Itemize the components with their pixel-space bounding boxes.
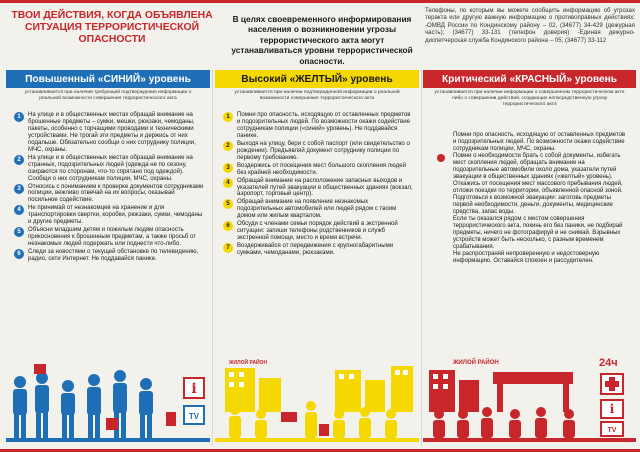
list-item: 1 Помни про опасность, исходящую от оставленных предметов и подозрительных людей. По возможности окажи содействие сотрудникам полиции («синий» уровень). Не поддавайся панике. [223, 112, 415, 140]
top-red-strip [0, 0, 640, 3]
item-number: 4 [14, 205, 24, 215]
blue-level-column [6, 70, 210, 446]
red-illustration [423, 356, 636, 446]
svg-text:TV: TV [607, 427, 617, 434]
item-number: 7 [223, 243, 233, 253]
yellow-level-list [215, 110, 419, 257]
red-paragraph: Не распространяй непроверенную и недостоверную информацию. Оставайся спокоен и рассудителен. [453, 251, 600, 264]
svg-text:i: i [191, 381, 197, 397]
item-number: 1 [223, 112, 233, 122]
red-paragraph: Помни о необходимости брать с собой документы, избегать мест скопления людей, обращать внимание на подозрительные автомобили около дома, указатели путей эвакуации в общественных зданиях («желтый» уровень). [453, 153, 621, 180]
list-item: 5 Объясни младшим детям и пожилым людям опасность прикосновения к брошенным предметам, а также просьб от незнакомых людей подержать или поднести что-либо. [14, 227, 206, 248]
city-icon [215, 356, 419, 446]
blue-level-subtitle: устанавливается при наличии требующей подтверждения информации о реальной возможности совершения террористического акта [24, 90, 192, 101]
list-item: 2 Выходя на улицу, бери с собой паспорт (или свидетельство о рождении). Предъявляй документ сотруднику полиции по первому требованию. [223, 141, 415, 162]
yellow-level-column [215, 70, 419, 446]
item-number: 2 [223, 141, 233, 151]
item-number: 5 [223, 199, 233, 209]
item-number: 6 [14, 249, 24, 259]
yellow-level-subtitle: устанавливается при наличии подтвержденной информации о реальной возможности совершения террористического акта [234, 90, 400, 101]
yellow-illustration [215, 356, 419, 446]
list-item: 6 Следи за новостями о текущей обстановке по телевидению, радио, сети Интернет. Не поддавайся панике. [14, 249, 206, 263]
red-level-text [423, 110, 636, 265]
yellow-pic-label: ЖИЛОЙ РАЙОН [229, 360, 268, 366]
item-number: 1 [14, 112, 24, 122]
yellow-level-title: Высокий «ЖЕЛТЫЙ» уровень [215, 70, 419, 88]
leaflet-header [0, 4, 640, 70]
list-item: 5 Обращай внимание на появление незнакомых подозрительных автомобилей или людей рядом с твоим домом или жилым кварталом. [223, 199, 415, 220]
blue-level-list [6, 110, 210, 263]
svg-text:TV: TV [188, 412, 200, 421]
red-pic-label: ЖИЛОЙ РАЙОН [453, 360, 499, 366]
blue-illustration [6, 356, 210, 446]
blue-level-title: Повышенный «СИНИЙ» уровень [6, 70, 210, 88]
red-pic-badge: 24ч [599, 357, 618, 369]
red-level-subtitle: устанавливается при наличии информации о совершенном террористическом акте либо о совершении действий, создающих непосредственную угрозу террористического акта [434, 90, 625, 107]
item-number: 5 [14, 227, 24, 237]
residential-area-icon [423, 356, 636, 446]
red-bullet-icon [437, 154, 445, 162]
list-item: 4 Обращай внимание на расположение запасных выходов и указателей путей эвакуации в общественных зданиях (вокзал, аэропорт, торговый центр). [223, 178, 415, 199]
svg-text:i: i [609, 402, 615, 416]
list-item: 1 На улице и в общественных местах обращай внимание на брошенные предметы – сумки, мешки, рюкзаки, чемоданы, пакеты, особенно с торчащими проводами и техническими устройствами. Не трогай эти предметы и держись от них подальше. Обязательно сообщи о них сотруднику полиции, МЧС, охраны. [14, 112, 206, 154]
list-item: 4 Не принимай от незнакомцев на хранение и для транспортировки свертки, коробки, рюкзаки, сумки, чемоданы и другие предметы. [14, 205, 206, 226]
list-item: 3 Относись с пониманием к проверке документов сотрудниками полиции, вежливо отвечай на их вопросы, оказывай посильное содействие. [14, 184, 206, 205]
red-paragraph: Если ты оказался рядом с местом совершения террористического акта, покинь его без паники, не подбирай предметы, ничего не фотографируй и не снимай. Взрывных устройств может быть несколько, с разным временем срабатывания. [453, 216, 623, 250]
list-item: 6 Обсуди с членами семьи порядок действий в экстренной ситуации: запиши телефоны родственников и служб экстренной помощи, место и время встречи. [223, 221, 415, 242]
list-item: 2 На улице и в общественных местах обращай внимание на странных, подозрительных людей (одежда не по сезону, озираются по сторонам, что-то спрятано под одеждой). Сообщи о них сотрудникам полиции, МЧС, охраны. [14, 155, 206, 183]
red-paragraph: Помни про опасность, исходящую от оставленных предметов и подозрительных людей. По возможности окажи содействие сотрудникам полиции, МЧС, охраны. [453, 132, 626, 152]
intro-text: В целях своевременного информирования населения о возникновении угрозы террористического акта могут устанавливаться уровни террористической опасности. [231, 14, 413, 66]
item-number: 4 [223, 178, 233, 188]
red-paragraph: Подготовься к возможной эвакуации: заготовь предметы первой необходимости, деньги, документы, медицинские средства, запас воды. [453, 195, 613, 215]
item-number: 3 [14, 184, 24, 194]
red-level-column [423, 70, 636, 446]
column-divider [212, 70, 213, 446]
item-number: 6 [223, 221, 233, 231]
red-level-title: Критический «КРАСНЫЙ» уровень [423, 70, 636, 88]
phone-info: Телефоны, по которым вы можете сообщить информацию об угрозах теракта или другую важную информацию о противоправных действиях: -ОМВД России по Кондинскому району – 02, (34677) 34-429 (дежурная часть); (34677) 33-131 (телефон доверия) -Единая дежурно-диспетчерская служба Кондинского района – 05, (34677) 33-112 [425, 7, 635, 44]
list-item: 7 Воздерживайся от передвижения с крупногабаритными сумками, чемоданами, рюкзаками. [223, 243, 415, 257]
red-paragraph: Откажись от посещения мест массового пребывания людей, отложи поездки по территории, объявленной опасной зоной. [453, 181, 623, 194]
leaflet-title: ТВОИ ДЕЙСТВИЯ, КОГДА ОБЪЯВЛЕНА СИТУАЦИЯ ТЕРРОРИСТИЧЕСКОЙ ОПАСНОСТИ [11, 10, 213, 45]
people-icon [6, 356, 210, 446]
column-divider [421, 70, 422, 446]
item-number: 2 [14, 155, 24, 165]
list-item: 3 Воздержись от посещения мест большого скопления людей без крайней необходимости. [223, 163, 415, 177]
item-number: 3 [223, 163, 233, 173]
